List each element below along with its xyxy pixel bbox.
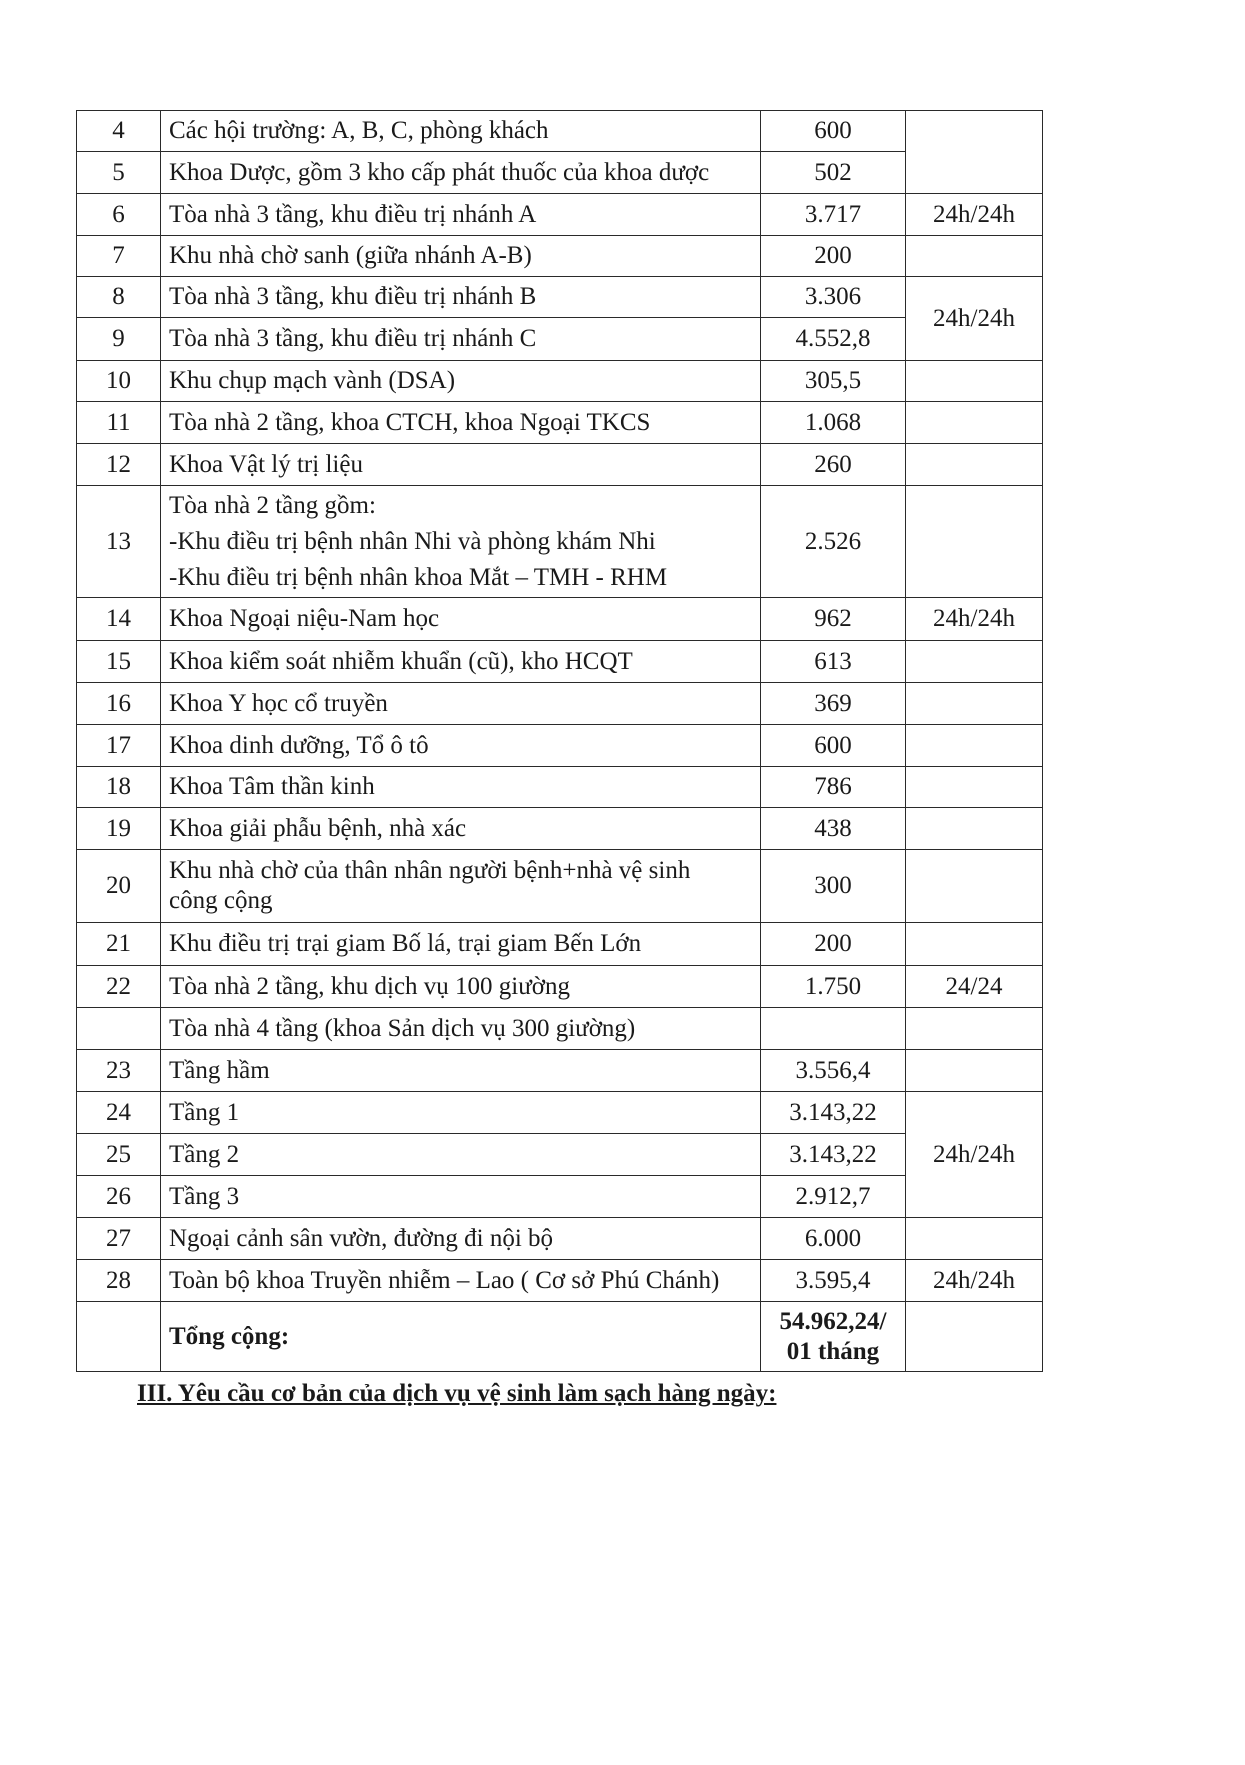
- row-number: 9: [77, 318, 161, 361]
- row-area: 6.000: [761, 1218, 906, 1260]
- row-number: 11: [77, 402, 161, 444]
- row-number: 15: [77, 641, 161, 683]
- row-time: [906, 767, 1043, 808]
- row-time: [906, 444, 1043, 486]
- row-area: 438: [761, 808, 906, 850]
- row-name: Khoa Vật lý trị liệu: [161, 444, 761, 486]
- row-name: Tòa nhà 2 tầng, khoa CTCH, khoa Ngoại TKCS: [161, 402, 761, 444]
- table-row: [77, 402, 1043, 444]
- row-name: Khoa kiểm soát nhiễm khuẩn (cũ), kho HCQT: [161, 641, 761, 683]
- row-number: 5: [77, 152, 161, 194]
- row-time: [906, 111, 1043, 194]
- table-row: [77, 361, 1043, 402]
- row-number: 4: [77, 111, 161, 152]
- row-time: 24h/24h: [906, 1260, 1043, 1302]
- table-row: [77, 1092, 1043, 1134]
- table-row: [77, 277, 1043, 318]
- table-row: [77, 111, 1043, 152]
- row-time: [906, 402, 1043, 444]
- row-name: Tòa nhà 3 tầng, khu điều trị nhánh A: [161, 194, 761, 236]
- row-name: [161, 486, 761, 598]
- row-number: 19: [77, 808, 161, 850]
- table-row: [77, 1134, 1043, 1176]
- table-row: [77, 850, 1043, 923]
- total-value-line: 54.962,24/: [779, 1307, 887, 1335]
- row-name: Khu nhà chờ sanh (giữa nhánh A-B): [161, 236, 761, 277]
- row-time: [906, 683, 1043, 725]
- row-area: 4.552,8: [761, 318, 906, 361]
- row-area: 3.556,4: [761, 1050, 906, 1092]
- row-area: 200: [761, 923, 906, 966]
- row-time: 24/24: [906, 966, 1043, 1008]
- row-time: [906, 850, 1043, 923]
- row-area: 3.143,22: [761, 1092, 906, 1134]
- row-name: Khoa dinh dưỡng, Tổ ô tô: [161, 725, 761, 767]
- row-name: Các hội trường: A, B, C, phòng khách: [161, 111, 761, 152]
- section-heading: III. Yêu cầu cơ bản của dịch vụ vệ sinh làm sạch hàng ngày:: [137, 1380, 777, 1407]
- row-number: 23: [77, 1050, 161, 1092]
- total-row: [77, 1302, 1043, 1372]
- table-row: [77, 598, 1043, 641]
- row-name: Tầng 3: [161, 1176, 761, 1218]
- row-number: 27: [77, 1218, 161, 1260]
- table-row: [77, 236, 1043, 277]
- row-number: 17: [77, 725, 161, 767]
- row-area: 305,5: [761, 361, 906, 402]
- row-time: [906, 725, 1043, 767]
- row-number: 14: [77, 598, 161, 641]
- table-row: [77, 1050, 1043, 1092]
- row-name-line: công cộng: [169, 887, 273, 914]
- row-time: [906, 1008, 1043, 1050]
- row-time: [906, 361, 1043, 402]
- row-time: [906, 808, 1043, 850]
- area-table: [76, 110, 1043, 1372]
- row-time: [906, 486, 1043, 598]
- table-row: [77, 683, 1043, 725]
- total-label: Tổng cộng:: [161, 1302, 761, 1372]
- row-number: 7: [77, 236, 161, 277]
- table-row: [77, 923, 1043, 966]
- row-number: 25: [77, 1134, 161, 1176]
- row-name: Khu điều trị trại giam Bố lá, trại giam Bến Lớn: [161, 923, 761, 966]
- row-number: 20: [77, 850, 161, 923]
- row-name-line: Khu nhà chờ của thân nhân người bệnh+nhà vệ sinh: [169, 857, 691, 884]
- row-name: Tòa nhà 3 tầng, khu điều trị nhánh B: [161, 277, 761, 318]
- table-row: [77, 1218, 1043, 1260]
- row-area: 786: [761, 767, 906, 808]
- row-name-line: Tòa nhà 2 tầng gồm:: [169, 491, 376, 519]
- row-time: 24h/24h: [906, 194, 1043, 236]
- row-time: [906, 923, 1043, 966]
- row-number: 16: [77, 683, 161, 725]
- row-time: 24h/24h: [906, 277, 1043, 361]
- row-area: 962: [761, 598, 906, 641]
- table-row: [77, 808, 1043, 850]
- row-number: 13: [77, 486, 161, 598]
- row-number: 8: [77, 277, 161, 318]
- table-row: [77, 444, 1043, 486]
- row-area: 3.306: [761, 277, 906, 318]
- row-name: Tầng 2: [161, 1134, 761, 1176]
- row-area: 369: [761, 683, 906, 725]
- row-number: 22: [77, 966, 161, 1008]
- row-number: 10: [77, 361, 161, 402]
- row-area: 600: [761, 725, 906, 767]
- row-name-line: -Khu điều trị bệnh nhân Nhi và phòng khám Nhi: [169, 527, 656, 555]
- row-time: [906, 641, 1043, 683]
- row-name: Tầng hầm: [161, 1050, 761, 1092]
- row-number: 12: [77, 444, 161, 486]
- row-area: 2.912,7: [761, 1176, 906, 1218]
- row-area: 1.068: [761, 402, 906, 444]
- row-name: Khoa Ngoại niệu-Nam học: [161, 598, 761, 641]
- row-time: 24h/24h: [906, 598, 1043, 641]
- row-time: [906, 1050, 1043, 1092]
- table-row: [77, 1260, 1043, 1302]
- row-name: Ngoại cảnh sân vườn, đường đi nội bộ: [161, 1218, 761, 1260]
- row-area: 200: [761, 236, 906, 277]
- row-time: [906, 1218, 1043, 1260]
- row-name: [161, 850, 761, 923]
- row-area: 3.595,4: [761, 1260, 906, 1302]
- row-number: 28: [77, 1260, 161, 1302]
- row-name: Khoa giải phẫu bệnh, nhà xác: [161, 808, 761, 850]
- row-area: 1.750: [761, 966, 906, 1008]
- row-number: [77, 1008, 161, 1050]
- table-row: [77, 1176, 1043, 1218]
- table-row: [77, 318, 1043, 361]
- row-name-line: -Khu điều trị bệnh nhân khoa Mắt – TMH - RHM: [169, 563, 668, 591]
- table-row: [77, 725, 1043, 767]
- row-time: 24h/24h: [906, 1092, 1043, 1218]
- row-area: 3.143,22: [761, 1134, 906, 1176]
- table-row: [77, 641, 1043, 683]
- row-name: Khoa Y học cổ truyền: [161, 683, 761, 725]
- row-name: Tòa nhà 4 tầng (khoa Sản dịch vụ 300 giường): [161, 1008, 761, 1050]
- table-row: [77, 1008, 1043, 1050]
- row-number: 24: [77, 1092, 161, 1134]
- row-number: 18: [77, 767, 161, 808]
- row-name: Tòa nhà 3 tầng, khu điều trị nhánh C: [161, 318, 761, 361]
- row-area: 260: [761, 444, 906, 486]
- row-area: 3.717: [761, 194, 906, 236]
- row-name: Tòa nhà 2 tầng, khu dịch vụ 100 giường: [161, 966, 761, 1008]
- row-number: 21: [77, 923, 161, 966]
- table-row: [77, 966, 1043, 1008]
- row-area: 300: [761, 850, 906, 923]
- row-time: [906, 1302, 1043, 1372]
- row-time: [906, 236, 1043, 277]
- row-name: Toàn bộ khoa Truyền nhiễm – Lao ( Cơ sở Phú Chánh): [161, 1260, 761, 1302]
- row-name: Khoa Tâm thần kinh: [161, 767, 761, 808]
- table-row: [77, 486, 1043, 598]
- total-value-line: 01 tháng: [786, 1337, 880, 1365]
- table-row: [77, 194, 1043, 236]
- row-number: [77, 1302, 161, 1372]
- row-name: Khu chụp mạch vành (DSA): [161, 361, 761, 402]
- row-area: 613: [761, 641, 906, 683]
- row-area: 2.526: [761, 486, 906, 598]
- row-area: [761, 1008, 906, 1050]
- row-area: 600: [761, 111, 906, 152]
- row-area: 502: [761, 152, 906, 194]
- row-number: 6: [77, 194, 161, 236]
- total-value: [761, 1302, 906, 1372]
- table-row: [77, 152, 1043, 194]
- row-number: 26: [77, 1176, 161, 1218]
- row-name: Khoa Dược, gồm 3 kho cấp phát thuốc của khoa dược: [161, 152, 761, 194]
- row-name: Tầng 1: [161, 1092, 761, 1134]
- table-row: [77, 767, 1043, 808]
